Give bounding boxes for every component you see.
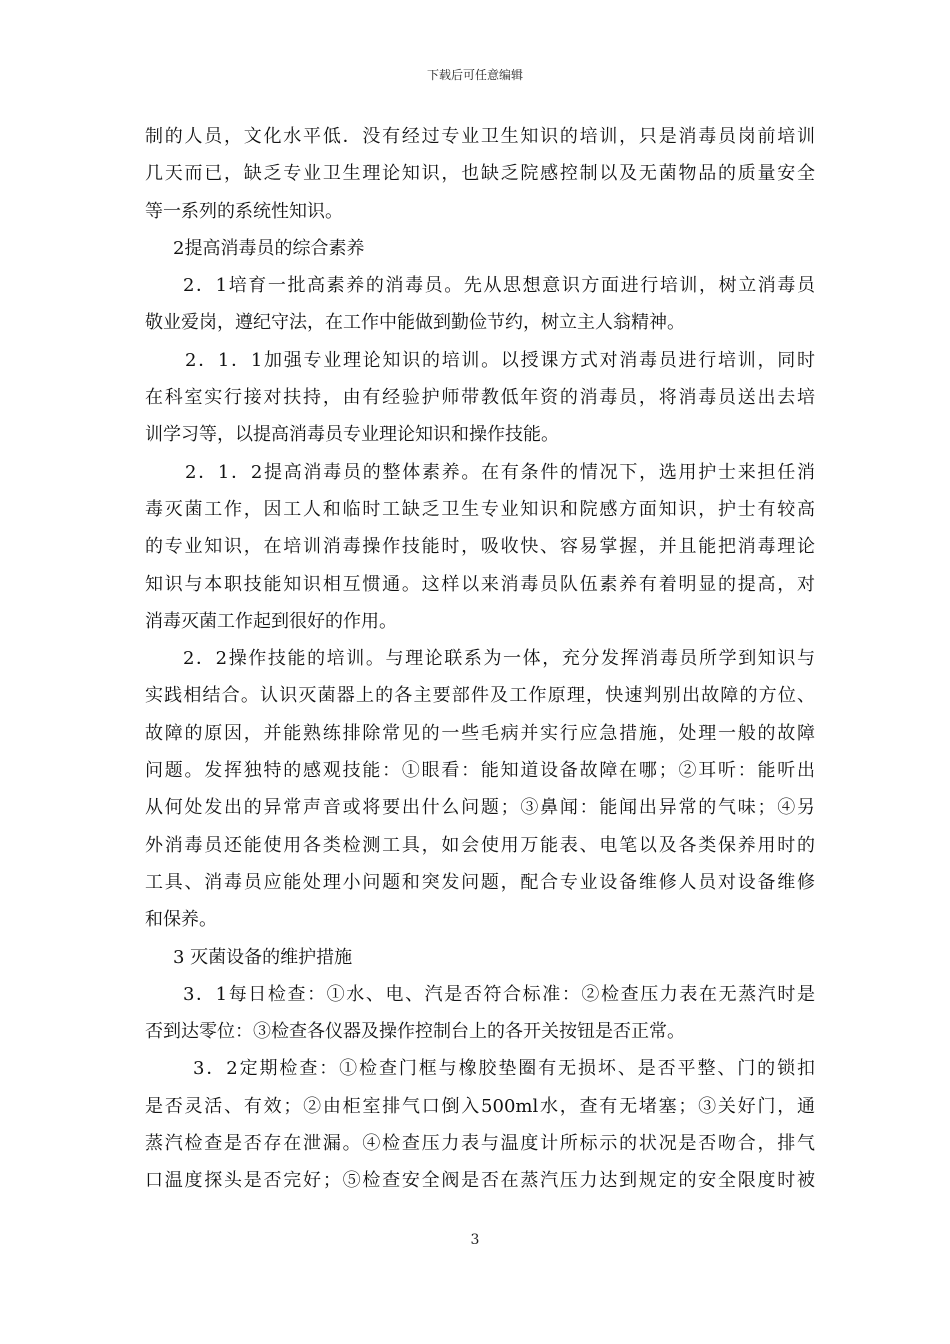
body-line: 工具、消毒员应能处理小问题和突发问题，配合专业设备维修人员对设备维修 bbox=[145, 871, 815, 893]
document-body bbox=[145, 118, 815, 1200]
body-line: 等一系列的系统性知识。 bbox=[145, 200, 343, 222]
body-line: 制的人员，文化水平低．没有经过专业卫生知识的培训，只是消毒员岗前培训 bbox=[145, 126, 815, 147]
body-line: 毒灭菌工作，因工人和临时工缺乏卫生专业知识和院感方面知识，护士有较高 bbox=[145, 498, 815, 520]
body-line: 外消毒员还能使用各类检测工具，如会使用万能表、电笔以及各类保养用时的 bbox=[145, 834, 815, 856]
body-line: 问题。发挥独特的感观技能：①眼看：能知道设备故障在哪；②耳听：能听出 bbox=[145, 760, 815, 782]
body-line: 2．1．2提高消毒员的整体素养。在有条件的情况下，选用护士来担任消 bbox=[185, 461, 815, 483]
body-line: 否到达零位：③检查各仪器及操作控制台上的各开关按钮是否正常。 bbox=[145, 1021, 685, 1043]
body-line: 训学习等，以提高消毒员专业理论知识和操作技能。 bbox=[145, 424, 559, 446]
body-line: 3．2定期检查：①检查门框与橡胶垫圈有无损坏、是否平整、门的锁扣 bbox=[193, 1058, 815, 1080]
body-line: 是否灵活、有效；②由柜室排气口倒入500ml水，查有无堵塞；③关好门，通 bbox=[145, 1095, 815, 1117]
body-line: 在科室实行接对扶持，由有经验护师带教低年资的消毒员，将消毒员送出去培 bbox=[145, 387, 815, 409]
body-line: 实践相结合。认识灭菌器上的各主要部件及工作原理，快速判别出故障的方位、 bbox=[145, 685, 815, 707]
body-line: 故障的原因，并能熟练排除常见的一些毛病并实行应急措施，处理一般的故障 bbox=[145, 722, 815, 744]
body-line: 知识与本职技能知识相互惯通。这样以来消毒员队伍素养有着明显的提高，对 bbox=[145, 573, 815, 595]
body-line: 几天而已，缺乏专业卫生理论知识，也缺乏院感控制以及无菌物品的质量安全 bbox=[145, 163, 815, 185]
body-line: 和保养。 bbox=[145, 909, 217, 931]
page-header: 下载后可任意编辑 bbox=[426, 68, 523, 82]
body-line: 蒸汽检查是否存在泄漏。④检查压力表与温度计所标示的状况是否吻合，排气 bbox=[145, 1133, 815, 1155]
section-heading: 2提高消毒员的综合素养 bbox=[173, 237, 365, 259]
body-line: 从何处发出的异常声音或将要出什么问题；③鼻闻：能闻出异常的气味；④另 bbox=[145, 797, 815, 819]
section-heading: 3 灭菌设备的维护措施 bbox=[173, 946, 353, 968]
body-line: 2．1培育一批高素养的消毒员。先从思想意识方面进行培训，树立消毒员 bbox=[183, 275, 815, 297]
page-number: 3 bbox=[470, 1232, 480, 1248]
body-line: 口温度探头是否完好；⑤检查安全阀是否在蒸汽压力达到规定的安全限度时被 bbox=[145, 1170, 815, 1192]
body-line: 3．1每日检查：①水、电、汽是否符合标准：②检查压力表在无蒸汽时是 bbox=[183, 983, 815, 1005]
body-line: 的专业知识，在培训消毒操作技能时，吸收快、容易掌握，并且能把消毒理论 bbox=[145, 536, 815, 558]
body-line: 消毒灭菌工作起到很好的作用。 bbox=[145, 610, 397, 632]
body-line: 敬业爱岗，遵纪守法，在工作中能做到勤俭节约，树立主人翁精神。 bbox=[145, 312, 685, 334]
body-line: 2．1．1加强专业理论知识的培训。以授课方式对消毒员进行培训，同时 bbox=[185, 349, 815, 371]
body-line: 2．2操作技能的培训。与理论联系为一体，充分发挥消毒员所学到知识与 bbox=[183, 648, 815, 670]
